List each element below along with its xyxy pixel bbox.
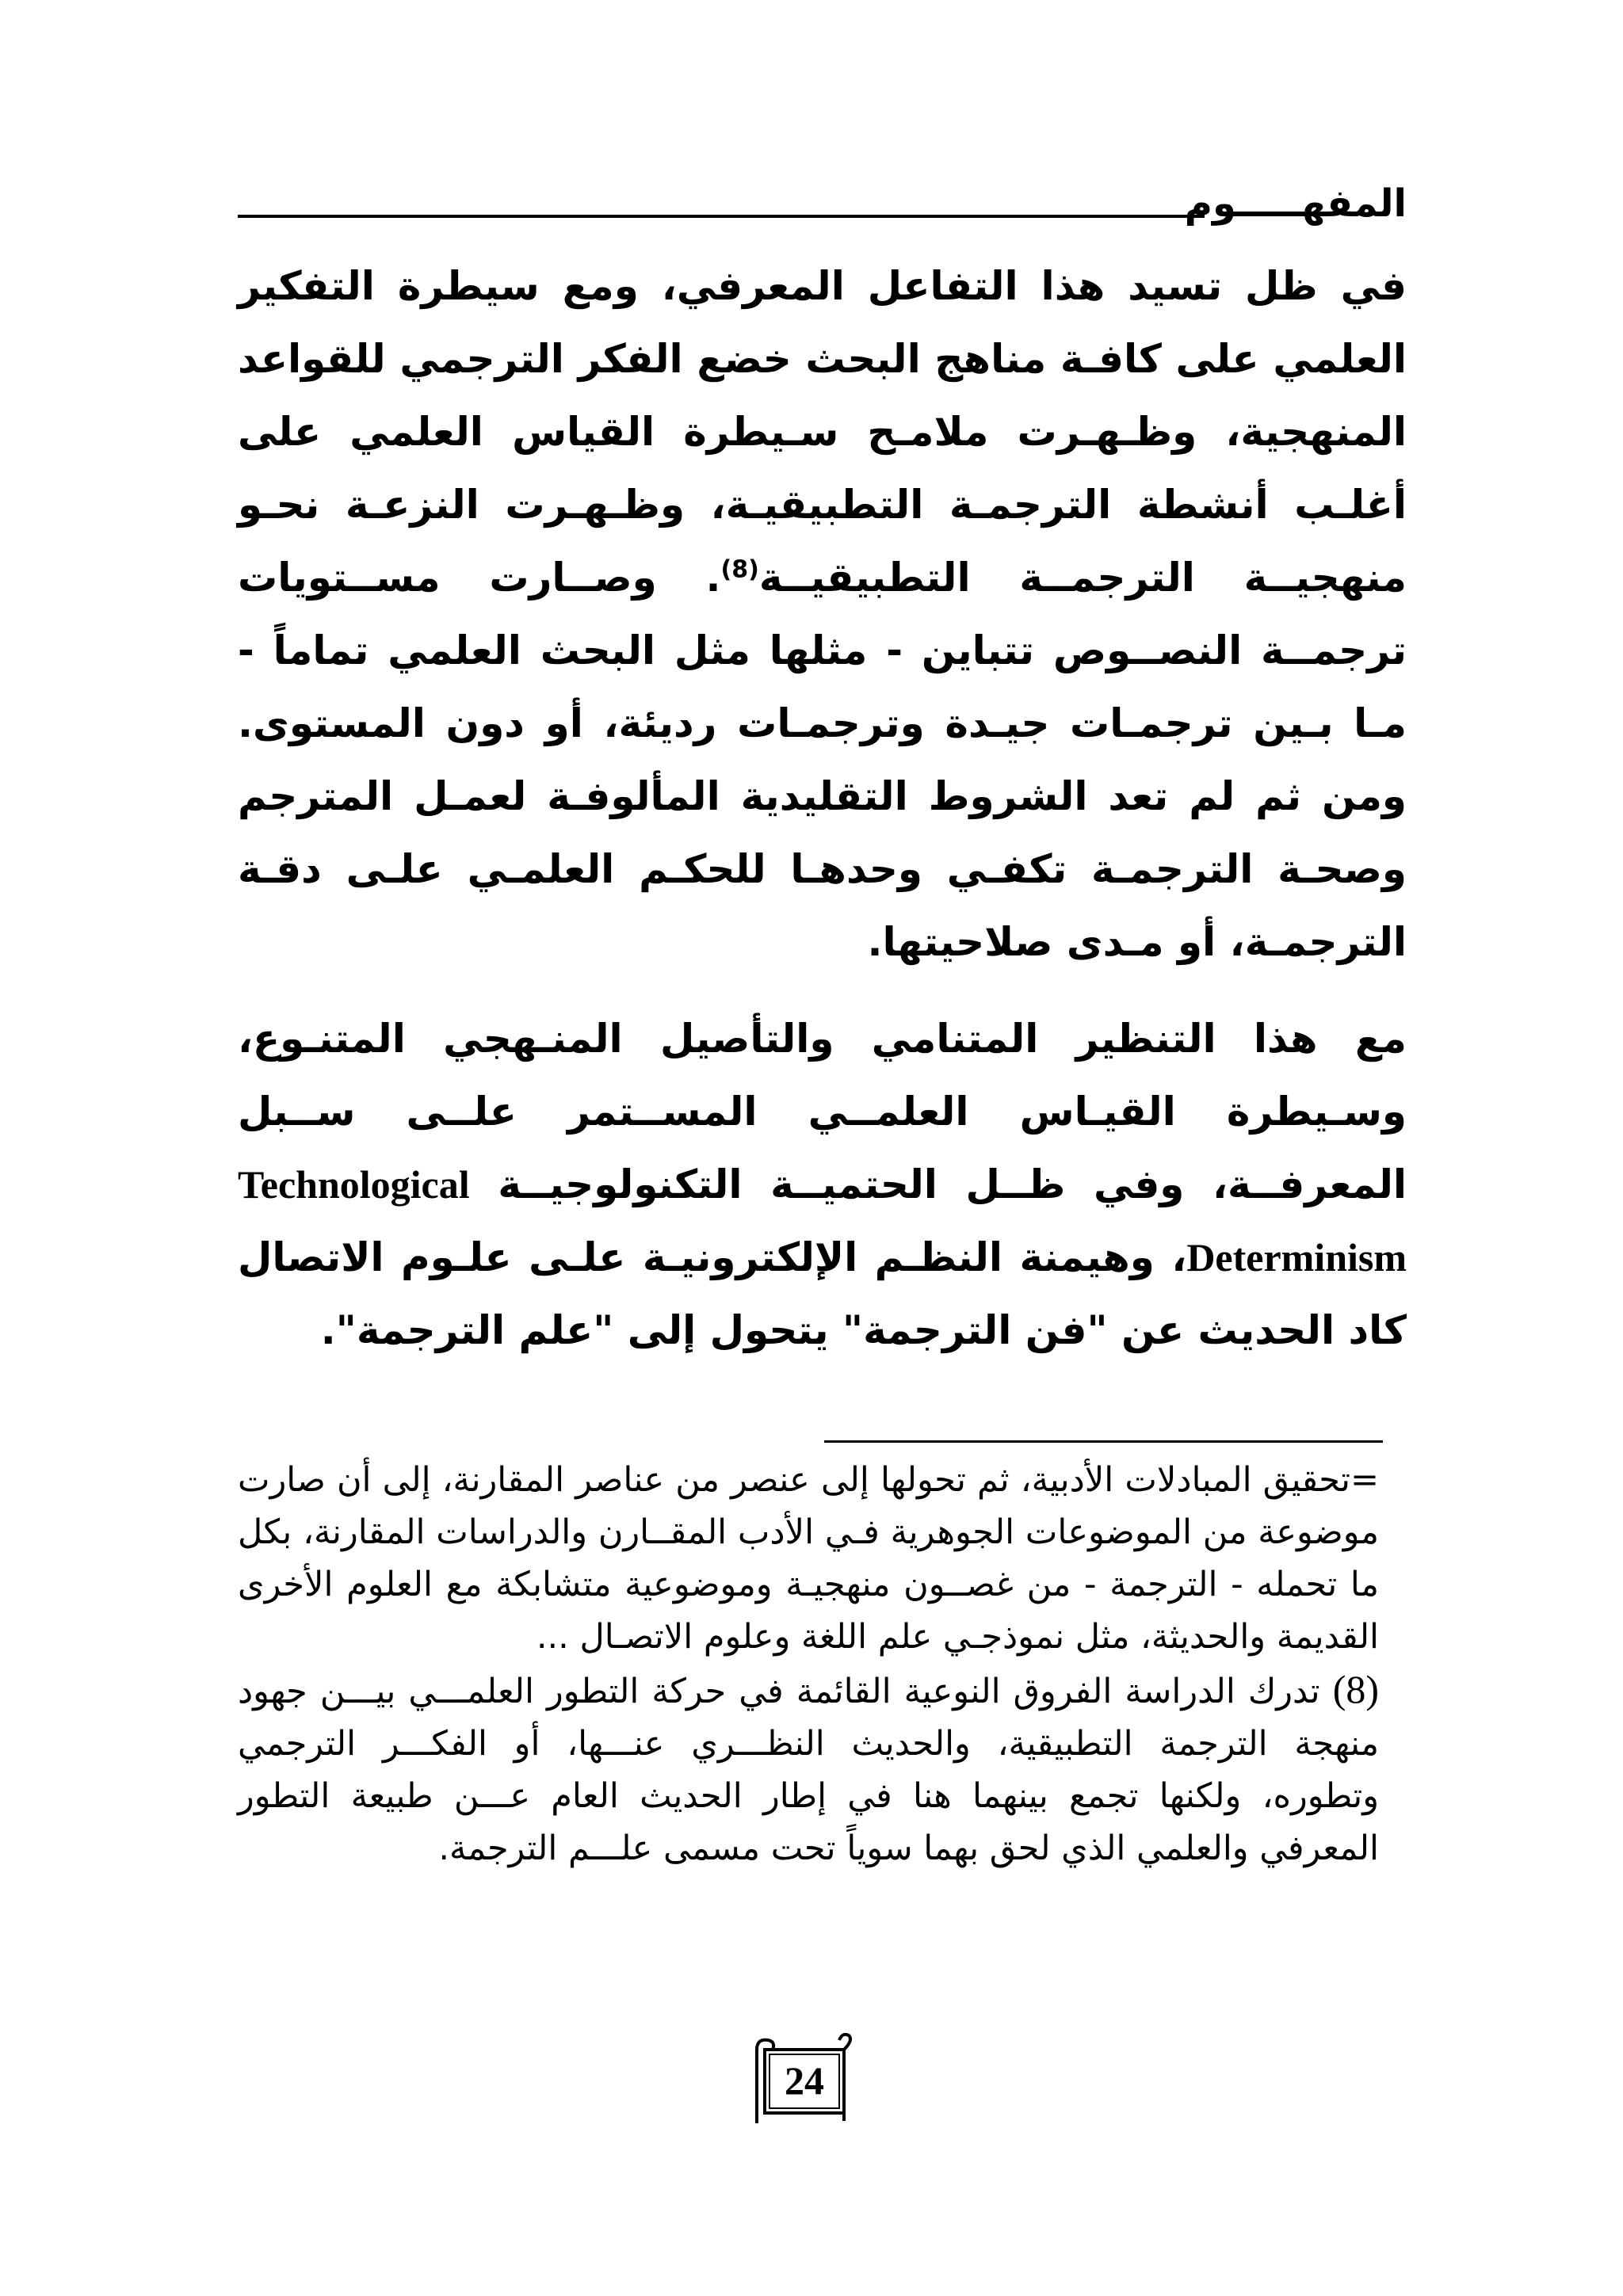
footnotes [238, 1454, 1379, 1875]
footnote-reference-8[interactable]: (8) [720, 555, 759, 584]
paragraph-1-continuation: . وصــارت مســتويات ترجمــة النصــوص تتباين - مثلها مثل البحث العلمي تماماً - مـا بـين ترجمـات جيـدة وترجمـات رديئة، أو دون المستوى. ومن ثم لم تعد الشروط التقليدية المألوفـة لعمـل المترجم وصحـة الترجمـة تكفـي وحدهـا للحكـم العلمـي علـى دقـة الترجمـة، أو مـدى صلاحيتها. [238, 555, 1407, 965]
paragraph-2-start: مع هذا التنظير المتنامي والتأصيل المنـهجي المتنـوع، وسـيطرة القيـاس العلمــي المســتمر علــى ســبل المعرفــة، وفي ظــل الحتميــة التكنولوجيــة [238, 1016, 1407, 1207]
running-header [238, 162, 1407, 226]
paragraph-2-end: ، وهيمنة النظـم الإلكترونيـة علـى علـوم الاتصال كاد الحديث عن "فن الترجمة" يتحول إلى "علم الترجمة". [238, 1234, 1407, 1353]
header-title: المفهـــــوم [1184, 181, 1407, 226]
header-rule [238, 215, 1205, 218]
page-number: 24 [785, 2058, 824, 2103]
footnote-continued-marker: = [1350, 1460, 1379, 1500]
footnote-8 [238, 1663, 1379, 1875]
paragraph-2-latin-term: Technological Determinism [238, 1162, 1407, 1280]
footnote-separator [824, 1440, 1383, 1443]
footnote-8-text: تدرك الدراسة الفروق النوعية القائمة في حركة التطور العلمـــي بيـــن جهود منهجة الترجمة التطبيقية، والحديث النظـــري عنـــها، أو الفكـــر الترجمي وتطوره، ولكنها تجمع بينهما هنا في إطار الحديث العام عـــن طبيعة التطور المعرفي والعلمي الذي لحق بهما سوياً تحت مسمى علـــم الترجمة. [238, 1672, 1379, 1868]
footnote-continued [238, 1454, 1379, 1663]
footnote-8-marker: (8) [1332, 1667, 1380, 1711]
body-text [238, 250, 1407, 1367]
paragraph-1 [238, 250, 1407, 978]
page-number-ornament [747, 2032, 858, 2127]
paragraph-1-text: في ظل تسيد هذا التفاعل المعرفي، ومع سيطرة التفكير العلمي على كافـة مناهج البحث خضع الفكر الترجمي للقواعد المنهجية، وظـهـرت ملامـح سـيطرة القياس العلمي على أغلـب أنشطة الترجمـة التطبيقيـة، وظـهـرت النزعـة نحـو منهجيــة الترجمــة التطبيقيــة [238, 263, 1407, 601]
footnote-continued-text: تحقيق المبادلات الأدبية، ثم تحولها إلى عنصر من عناصر المقارنة، إلى أن صارت موضوعة من الموضوعات الجوهرية فـي الأدب المقــارن والدراسات المقارنة، بكل ما تحمله - الترجمة - من غصــون منهجيـة وموضوعية متشابكة مع العلوم الأخرى القديمة والحديثة، مثل نموذجـي علم اللغة وعلوم الاتصـال ... [238, 1460, 1379, 1657]
paragraph-2 [238, 1002, 1407, 1367]
